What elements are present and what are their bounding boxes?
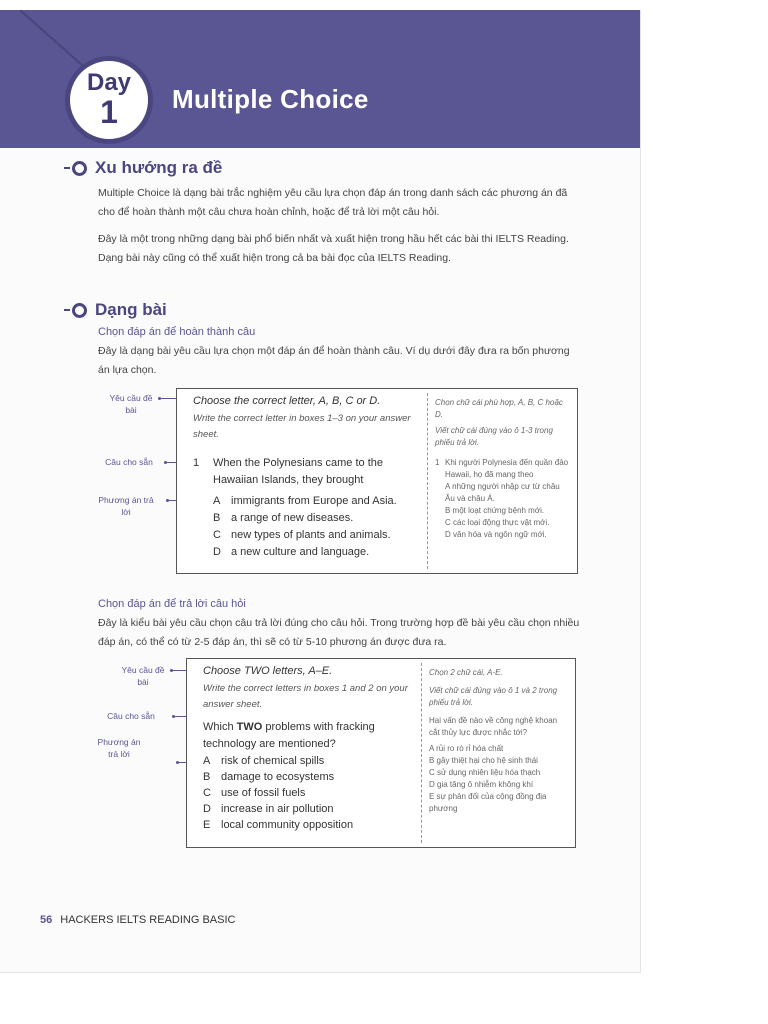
option-text: immigrants from Europe and Asia. <box>231 495 397 507</box>
option <box>203 817 429 833</box>
option <box>213 510 437 527</box>
option-text: local community opposition <box>221 819 354 831</box>
option <box>203 753 429 769</box>
label-requirement: Yêu cầu đề bài <box>109 393 153 415</box>
trans-instruction: Chọn chữ cái phù hợp, A, B, C hoặc D. <box>435 398 563 419</box>
label-given-sentence: Câu cho sẵn <box>107 711 155 721</box>
option <box>203 769 429 785</box>
day-label: Day <box>86 69 132 96</box>
option-text: use of fossil fuels <box>221 787 306 799</box>
header-banner <box>0 10 640 148</box>
option-letter: D <box>213 546 221 558</box>
example-1-translation <box>435 389 569 573</box>
question-pre: Which <box>203 721 237 733</box>
bullet-circle-icon <box>72 303 87 318</box>
option-letter: B <box>213 512 221 524</box>
section-heading-question-type <box>64 300 167 320</box>
option-letter: D <box>203 803 211 815</box>
option-letter: E <box>203 819 211 831</box>
option-text: risk of chemical spills <box>221 755 325 767</box>
trans-question-text: Khi người Polynesia đến quần đảo Hawaii, họ đã mang theo <box>445 458 569 479</box>
question-text <box>203 719 409 753</box>
trans-option: A những người nhập cư từ châu Âu và châu Á. <box>445 482 560 503</box>
day-number: 1 <box>100 94 118 130</box>
trans-option: B gây thiệt hại cho hệ sinh thái <box>429 756 538 765</box>
options-list <box>193 493 437 561</box>
option <box>213 544 437 561</box>
bullet-dash-icon <box>64 167 70 169</box>
trans-question-number: 1 <box>435 458 440 467</box>
section-heading-text: Dạng bài <box>95 300 167 319</box>
book-title: HACKERS IELTS READING BASIC <box>60 914 236 926</box>
option-text: a range of new diseases. <box>231 512 354 524</box>
example-1-english <box>177 389 437 573</box>
option-text: a new culture and language. <box>231 546 370 558</box>
question-number: 1 <box>193 457 200 469</box>
trans-options <box>429 743 567 815</box>
trans-option: B một loạt chứng bệnh mới. <box>445 506 545 515</box>
label-answer-options: Phương án trả lời <box>98 495 154 517</box>
question <box>193 455 437 489</box>
instruction: Choose the correct letter, A, B, C or D. <box>193 395 381 407</box>
example-box-2 <box>186 658 576 848</box>
section1-paragraph-1: Multiple Choice là dạng bài trắc nghiệm yêu cầu lựa chọn đáp án trong danh sách các phương án đã cho để hoàn thành một câu chưa hoàn chỉnh, hoặc để trả lời một câu hỏi. <box>98 187 568 218</box>
trans-question <box>435 457 569 481</box>
option-letter: B <box>203 771 211 783</box>
page-number: 56 <box>40 914 53 926</box>
example-2-translation <box>429 659 567 847</box>
option-text: damage to ecosystems <box>221 771 335 783</box>
sub2-intro: Đây là kiểu bài yêu cầu chọn câu trả lời đúng cho câu hỏi. Trong trường hợp đề bài yêu cầu chọn nhiều đáp án, có thể có từ 2-5 đáp án, thì sẽ có từ 5-10 phương án được đưa ra. <box>98 617 580 648</box>
page-title: Multiple Choice <box>172 84 369 114</box>
trans-option: A rủi ro rò rỉ hóa chất <box>429 744 504 753</box>
option-letter: A <box>203 755 211 767</box>
divider <box>427 393 428 569</box>
trans-options <box>435 481 569 541</box>
instruction: Choose TWO letters, A–E. <box>203 665 333 677</box>
section1-paragraph-2: Đây là một trong những dạng bài phổ biến nhất và xuất hiện trong hầu hết các bài thi IELTS Reading. Dạng bài này cũng có thể xuất hiện trong cả ba bài đọc của IELTS Reading. <box>98 233 569 264</box>
option-text: new types of plants and animals. <box>231 529 391 541</box>
option <box>203 785 429 801</box>
page-footer <box>40 914 235 926</box>
trans-instruction-detail: Viết chữ cái đúng vào ô 1-3 trong phiếu trả lời. <box>435 426 553 447</box>
subheading-complete-sentence: Chọn đáp án để hoàn thành câu <box>98 326 256 338</box>
bullet-dash-icon <box>64 309 70 311</box>
label-requirement: Yêu cầu đề bài <box>121 665 165 687</box>
trans-instruction: Chọn 2 chữ cái, A-E. <box>429 668 503 677</box>
options-list <box>203 753 429 833</box>
label-given-sentence: Câu cho sẵn <box>105 457 153 467</box>
day-badge <box>65 56 153 144</box>
trans-option: D gia tăng ô nhiễm không khí <box>429 780 534 789</box>
option <box>213 493 437 510</box>
option <box>213 527 437 544</box>
option-letter: C <box>213 529 221 541</box>
option-letter: A <box>213 495 221 507</box>
section-heading-trends <box>64 158 222 178</box>
example-box-1 <box>176 388 578 574</box>
question-text: When the Polynesians came to the Hawaiian Islands, they brought <box>213 457 383 486</box>
trans-option: E sự phản đối của cộng đồng địa phương <box>429 792 547 813</box>
bullet-circle-icon <box>72 161 87 176</box>
instruction-detail: Write the correct letter in boxes 1–3 on your answer sheet. <box>193 413 411 440</box>
option <box>203 801 429 817</box>
trans-question-text: Hai vấn đề nào về công nghệ khoan cắt thủy lực được nhắc tới? <box>429 716 558 737</box>
trans-option: C sử dụng nhiên liệu hóa thạch <box>429 768 541 777</box>
divider <box>421 663 422 843</box>
trans-instruction-detail: Viết chữ cái đúng vào ô 1 và 2 trong phiếu trả lời. <box>429 686 558 707</box>
document-page <box>0 10 641 973</box>
instruction-detail: Write the correct letters in boxes 1 and 2 on your answer sheet. <box>203 683 408 710</box>
trans-option: D văn hóa và ngôn ngữ mới. <box>445 530 547 539</box>
option-letter: C <box>203 787 211 799</box>
label-answer-options: Phương án trả lời <box>97 737 141 759</box>
trans-option: C các loại động thực vật mới. <box>445 518 550 527</box>
question-emphasis: TWO <box>236 721 263 733</box>
subheading-answer-question: Chọn đáp án để trả lời câu hỏi <box>98 598 246 610</box>
example-2-english <box>187 659 429 847</box>
section-heading-text: Xu hướng ra đề <box>95 158 223 177</box>
sub1-intro: Đây là dạng bài yêu cầu lựa chọn một đáp án để hoàn thành câu. Ví dụ dưới đây đưa ra bốn phương án lựa chọn. <box>98 345 570 376</box>
question-post: problems with fracking technology are mentioned? <box>203 721 375 750</box>
option-text: increase in air pollution <box>221 803 334 815</box>
